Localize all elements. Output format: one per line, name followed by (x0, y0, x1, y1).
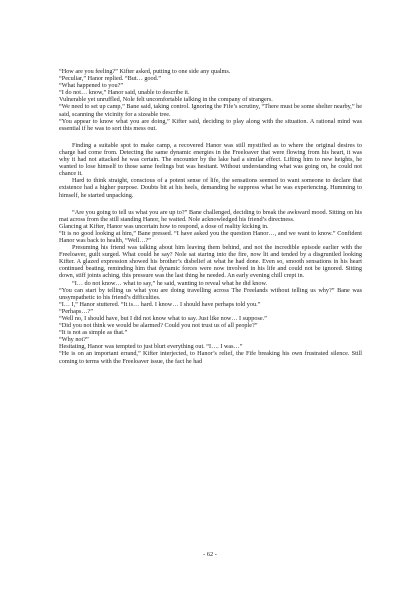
paragraph: “You appear to know what you are doing,” Kifter said, deciding to play along with the situation. A rational mind was essential if he was to sort this mess out. (59, 117, 362, 132)
paragraph: “How are you feeling?” Kifter asked, putting to one side any qualms. (59, 68, 231, 75)
paragraph: Hesitating, Hanor was tempted to just blurt everything out. “I…. I was…” (59, 343, 243, 351)
paragraph: “Perhaps…?” (59, 307, 94, 315)
paragraph: Finding a suitable spot to make camp, a recovered Hanor was still mystified as to where the original desires to charge had come from. Detecting the same dynamic energies in the Freeloaver that were flowing from his heart, it was why it had not attacked he was certain. The encounter by the lake had a similar effect. Lifting him to new heights, he wanted to lose himself to those same feelings but was hesitant. Without understanding what was going on, he could not chance it. (59, 141, 362, 178)
paragraph: “Peculiar,” Hanor replied. “But… good.” (59, 75, 161, 83)
paragraph: “Did you not think we would be alarmed? Could you not trust us of all people?” (59, 322, 258, 330)
paragraph: “Well no, I should have, but I did not know what to say. Just like now… I suppose.” (59, 315, 267, 322)
body-text (59, 68, 362, 365)
paragraph: “Why not?” (59, 336, 89, 344)
paragraph: “You can start by telling us what you are doing travelling across The Freelands without telling us why?” Bane was unsympathetic to his friend’s difficulties. (59, 286, 362, 301)
paragraph: Presuming his friend was talking about him leaving them behind, and not the incredible episode earlier with the Freeloaver, guilt surged. What could he say? Nole sat staring into the fire, now lit and tended by a disgruntled looking Kifter. A glazed expression showed his brother’s disbelief at what he had done. Even so, smooth sensations in his heart continued beating, reminding him that dynamic forces were now involved in his life and could not be ignored. Sitting down, stiff joints aching, this pressure was the last thing he needed. An early evening chill crept in. (59, 244, 362, 280)
paragraph: “It is no good looking at him,” Bane pressed. “I have asked you the question Hanor…, and we want to know.” Confident Hanor was back to health, “Well…?” (59, 229, 362, 244)
paragraph: “What happened to you?” (59, 82, 124, 90)
paragraph: Glancing at Kifter, Hanor was uncertain how to respond, a dose of reality kicking in. (59, 222, 269, 230)
paragraph: “I… do not know… what to say,” he said, wanting to reveal what he did know. (72, 279, 268, 287)
paragraph: Hard to think straight, conscious of a potent sense of life, the sensations seemed to want someone to declare that existence had a higher purpose. Doubts bit at his heels, demanding he suppress what he was experiencing. Humming to himself, he started unpacking. (59, 177, 362, 199)
paragraph: “Are you going to tell us what you are up to?” Bane challenged, deciding to break the awkward mood. Sitting on his mat across from the still standing Hanor, he waited. Nole acknowledged his friend’s directness. (59, 208, 362, 223)
paragraph: “I… I,” Hanor stuttered. “It is… hard. I know… I should have perhaps told you.” (59, 300, 261, 308)
paragraph: “I do not… know,” Hanor said, unable to describe it. (59, 89, 190, 97)
page-number: - 62 - (203, 551, 217, 558)
paragraph: Vulnerable yet unruffled, Nole felt uncomfortable talking in the company of strangers. (59, 96, 273, 104)
paragraph: “It is not as simple as that.” (59, 329, 128, 337)
paragraph: “We need to set up camp,” Bane said, taking control. Ignoring the Fife’s scrutiny, “There must be some shelter nearby,” he said, scanning the vicinity for a sizeable tree. (59, 103, 362, 118)
paragraph: “He is on an important errand,” Kifter interjected, to Hanor’s relief, the Fife breaking his own frustrated silence. Still coming to terms with the Freeloaver issue, the fact he had (59, 350, 362, 365)
